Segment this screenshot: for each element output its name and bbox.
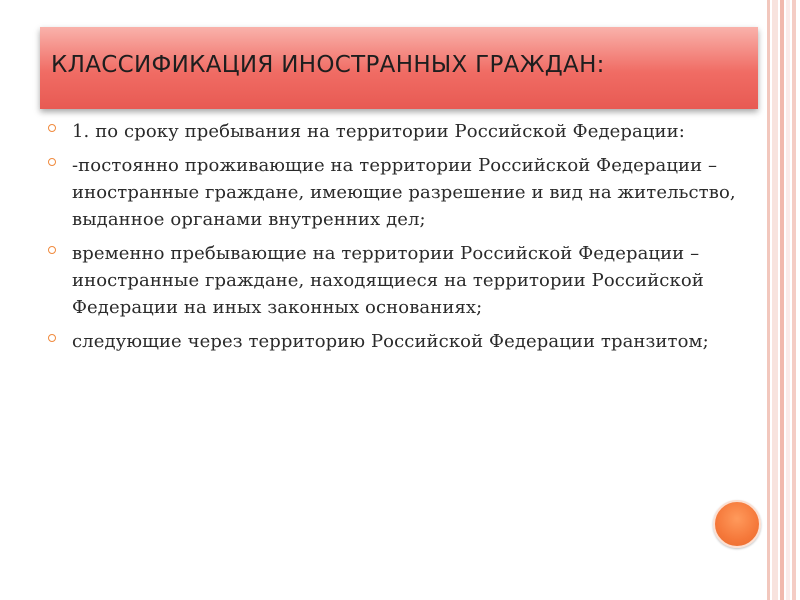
hollow-circle-bullet-icon: [48, 124, 56, 132]
list-item-text: -постоянно проживающие на территории Российской Федерации – иностранные граждане, имеющие разрешение и вид на жительство, выданное органами внутренних дел;: [72, 155, 736, 230]
title-banner: [40, 27, 758, 109]
bullet-list: [42, 118, 742, 362]
list-item: [42, 118, 742, 145]
decorative-stripe: [767, 0, 770, 600]
list-item: [42, 240, 742, 321]
decorative-stripe: [786, 0, 790, 600]
decorative-stripe: [780, 0, 784, 600]
list-item-text: следующие через территорию Российской Федерации транзитом;: [72, 331, 709, 352]
list-item-text: временно пребывающие на территории Российской Федерации – иностранные граждане, находящиеся на территории Российской Федерации на иных законных основаниях;: [72, 243, 704, 318]
list-item: [42, 152, 742, 233]
orange-circle-icon: [713, 500, 761, 548]
list-item: [42, 328, 742, 355]
decorative-stripe: [792, 0, 796, 600]
list-item-text: 1. по сроку пребывания на территории Российской Федерации:: [72, 121, 685, 142]
hollow-circle-bullet-icon: [48, 158, 56, 166]
decorative-stripe: [772, 0, 778, 600]
slide-title: КЛАССИФИКАЦИЯ ИНОСТРАННЫХ ГРАЖДАН:: [51, 52, 605, 78]
hollow-circle-bullet-icon: [48, 334, 56, 342]
hollow-circle-bullet-icon: [48, 246, 56, 254]
